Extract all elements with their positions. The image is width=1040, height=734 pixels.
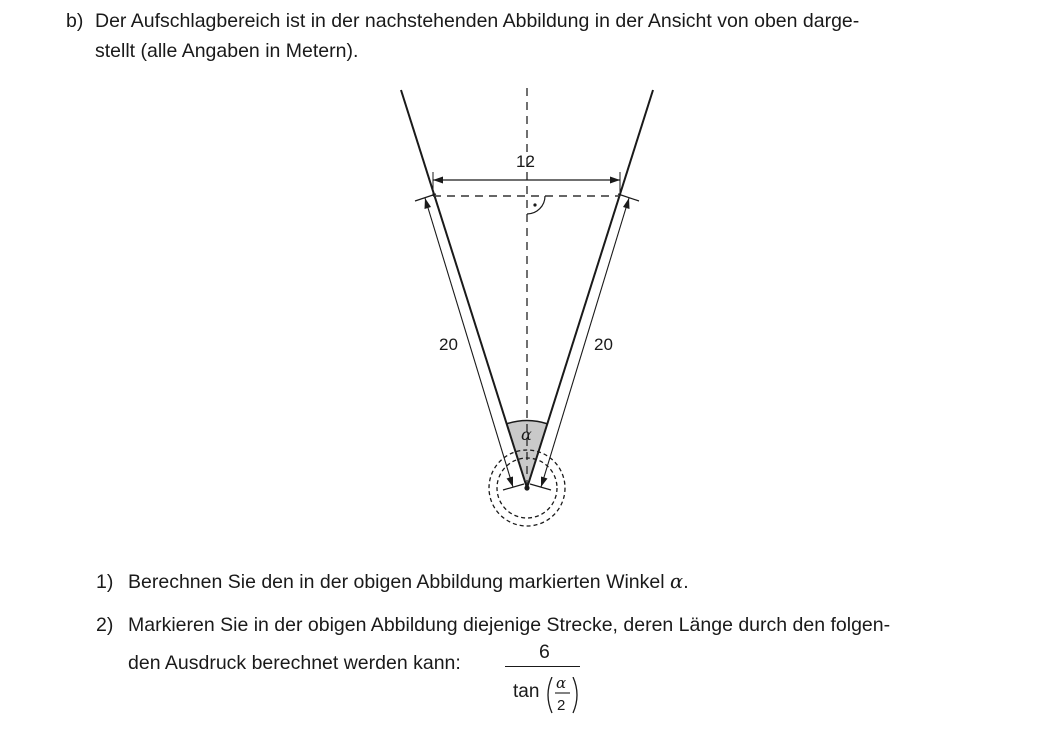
right-dim-arrow-bottom xyxy=(541,477,548,488)
task-1-text-main: Berechnen Sie den in der obigen Abbildung markierten Winkel xyxy=(128,571,671,593)
part-label: b) xyxy=(66,10,84,32)
right-dimension-line xyxy=(541,198,629,487)
alpha-numerator: α xyxy=(556,677,567,692)
left-dim-tick-bottom xyxy=(503,484,524,490)
right-side-line xyxy=(527,90,653,488)
vertex-point xyxy=(524,485,529,490)
task-2-line-2: den Ausdruck berechnet werden kann: xyxy=(128,652,461,674)
task-2 xyxy=(96,611,890,639)
task-1-text xyxy=(128,568,689,596)
two-denominator: 2 xyxy=(557,697,566,714)
width-arrow-right xyxy=(610,177,620,184)
left-side-line xyxy=(401,90,527,488)
intro-line-1: Der Aufschlagbereich ist in der nachstehenden Abbildung in der Ansicht von oben darge- xyxy=(95,10,860,32)
task-2-number: 2) xyxy=(96,614,114,636)
fraction-bar xyxy=(505,666,580,667)
right-dim-tick-bottom xyxy=(530,484,551,490)
left-side-label: 20 xyxy=(439,335,458,354)
width-arrow-left xyxy=(433,177,443,184)
right-side-label: 20 xyxy=(594,335,613,354)
width-label: 12 xyxy=(516,152,535,171)
expression-denominator xyxy=(513,677,583,733)
tan-label: tan xyxy=(513,681,540,702)
right-dim-arrow-top xyxy=(623,198,630,209)
left-dim-arrow-top xyxy=(425,198,432,209)
tan-alpha-half-svg xyxy=(513,677,583,727)
task-1 xyxy=(96,568,689,596)
task-2-line-1: Markieren Sie in der obigen Abbildung diejenige Strecke, deren Länge durch den folgen- xyxy=(128,614,891,636)
task-1-period: . xyxy=(683,571,689,593)
left-dim-arrow-bottom xyxy=(507,477,514,488)
task-1-alpha-symbol: α xyxy=(670,570,684,593)
paren-left xyxy=(548,677,552,713)
intro-line-2: stellt (alle Angaben in Metern). xyxy=(95,40,359,62)
angle-label: α xyxy=(521,425,532,444)
paren-right xyxy=(573,677,577,713)
expression-numerator: 6 xyxy=(539,641,550,663)
task-1-number: 1) xyxy=(96,571,114,593)
right-angle-dot xyxy=(533,203,536,206)
